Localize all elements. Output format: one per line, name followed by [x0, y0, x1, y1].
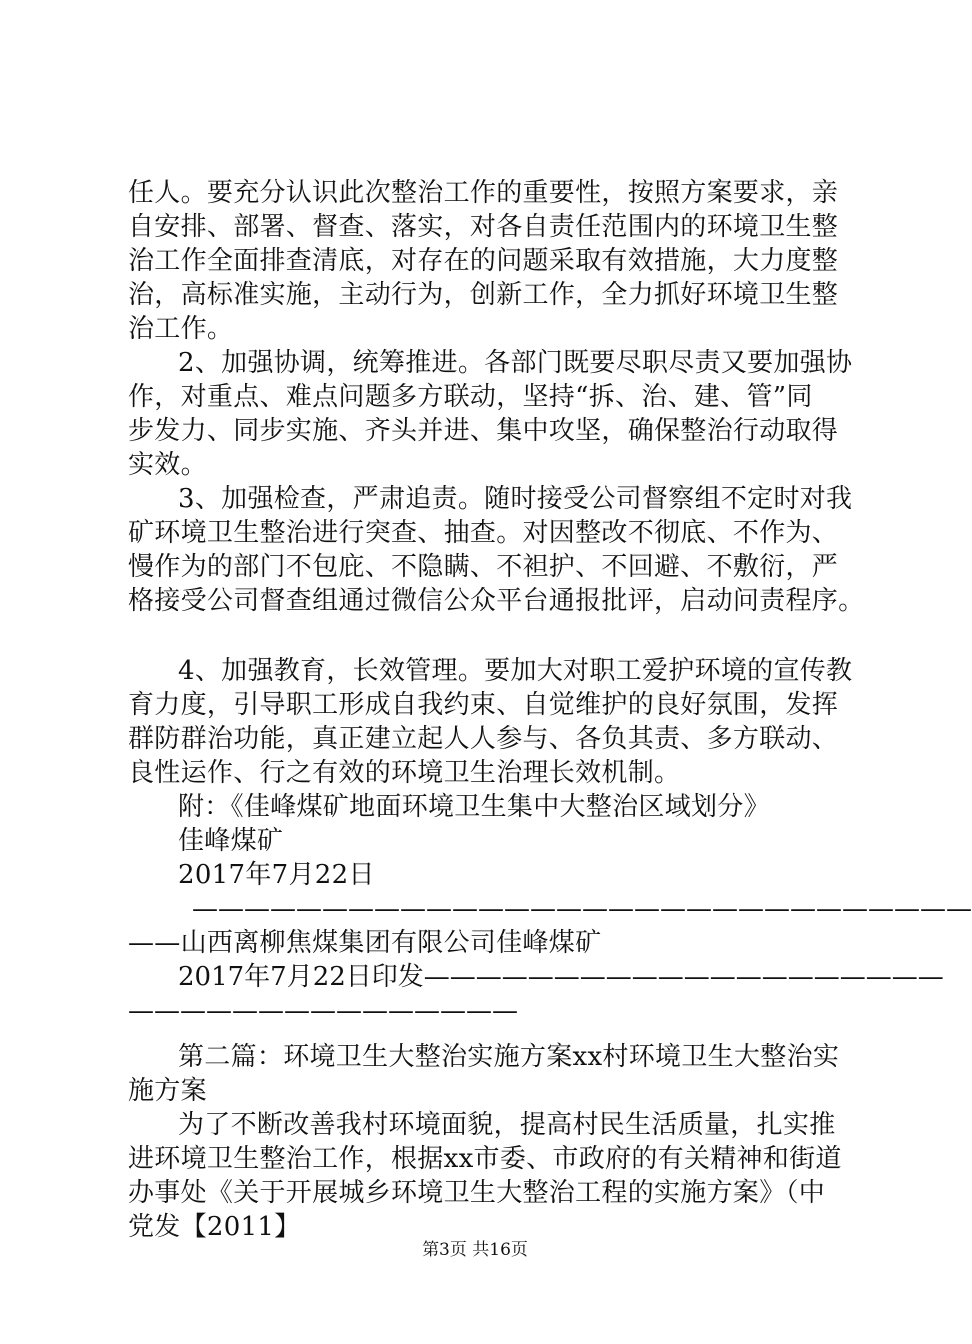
- page-footer: 第3页 共16页: [422, 1240, 528, 1260]
- separator-line-end: ———————————————: [128, 996, 518, 1026]
- signature-org: 佳峰煤矿: [178, 826, 284, 856]
- text-line: 慢作为的部门不包庇、不隐瞒、不袒护、不回避、不敷衍，严: [128, 552, 839, 582]
- text-line: 作，对重点、难点问题多方联动，坚持“拆、治、建、管”同: [128, 382, 813, 412]
- text-line: 党发【2011】: [128, 1212, 301, 1242]
- text-line: 格接受公司督查组通过微信公众平台通报批评，启动问责程序。: [128, 586, 865, 616]
- text-line: 治工作全面排查清底，对存在的问题采取有效措施，大力度整: [128, 246, 839, 276]
- text-line: 自安排、部署、督查、落实，对各自责任范围内的环境卫生整: [128, 212, 839, 242]
- text-line: 治，高标准实施，主动行为，创新工作，全力抓好环境卫生整: [128, 280, 839, 310]
- intro-paragraph-start: 为了不断改善我村环境面貌，提高村民生活质量，扎实推: [178, 1110, 836, 1140]
- text-line: 育力度，引导职工形成自我约束、自觉维护的良好氛围，发挥: [128, 690, 839, 720]
- issuer-line: ——山西离柳焦煤集团有限公司佳峰煤矿: [128, 928, 602, 958]
- attachment-line: 附：《佳峰煤矿地面环境卫生集中大整治区域划分》: [178, 792, 770, 822]
- paragraph-2-start: 2、加强协调，统筹推进。各部门既要尽职尽责又要加强协: [178, 348, 853, 378]
- text-line: 办事处《关于开展城乡环境卫生大整治工程的实施方案》（中: [128, 1178, 826, 1208]
- paragraph-4-start: 4、加强教育，长效管理。要加大对职工爱护环境的宣传教: [178, 656, 853, 686]
- text-line: 任人。要充分认识此次整治工作的重要性，按照方案要求，亲: [128, 178, 839, 208]
- separator-line: ——————————————————————————————: [192, 894, 972, 924]
- text-line: 进环境卫生整治工作，根据xx市委、市政府的有关精神和街道: [128, 1144, 842, 1174]
- text-line: 矿环境卫生整治进行突查、抽查。对因整改不彻底、不作为、: [128, 518, 839, 548]
- text-line: 步发力、同步实施、齐头并进、集中攻坚，确保整治行动取得: [128, 416, 839, 446]
- text-line: 良性运作、行之有效的环境卫生治理长效机制。: [128, 758, 681, 788]
- text-line: 群防群治功能，真正建立起人人参与、各负其责、多方联动、: [128, 724, 839, 754]
- paragraph-3-start: 3、加强检查，严肃追责。随时接受公司督察组不定时对我: [178, 484, 853, 514]
- issue-date-line: 2017年7月22日印发————————————————————: [178, 962, 944, 992]
- text-line: 治工作。: [128, 314, 234, 344]
- signature-date: 2017年7月22日: [178, 860, 375, 890]
- section-two-title: 第二篇：环境卫生大整治实施方案xx村环境卫生大整治实: [178, 1042, 840, 1072]
- text-line: 施方案: [128, 1076, 207, 1106]
- text-line: 实效。: [128, 450, 207, 480]
